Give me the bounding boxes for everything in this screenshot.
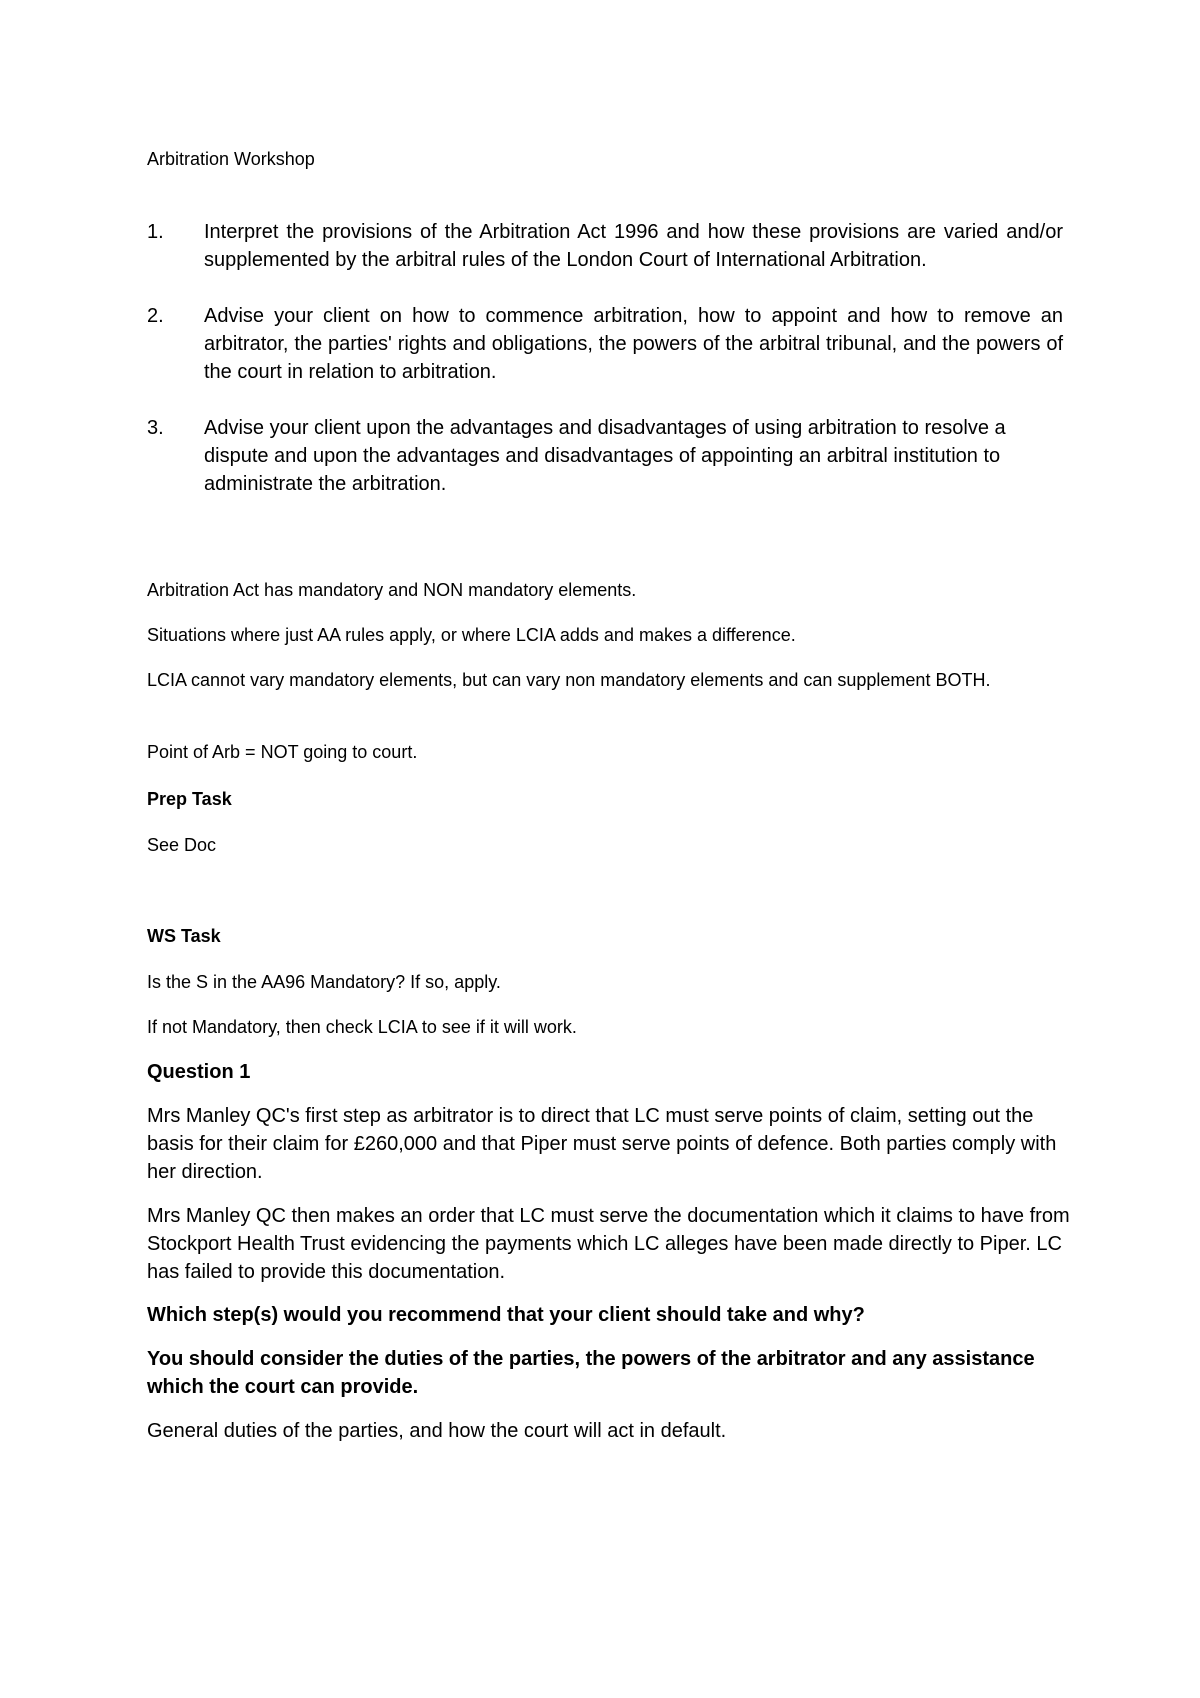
prep-task-text: See Doc	[147, 835, 217, 855]
prep-task-heading: Prep Task	[147, 789, 232, 809]
ws-task-heading: WS Task	[147, 926, 221, 946]
list-item	[147, 218, 1063, 274]
objectives-list	[147, 218, 1063, 498]
question-prompt-1: Which step(s) would you recommend that your client should take and why?	[147, 1304, 865, 1326]
list-number: 3.	[147, 417, 164, 439]
question-paragraph-1: Mrs Manley QC's first step as arbitrator is to direct that LC must serve points of claim, setting out the basis for their claim for £260,000 and that Piper must serve points of defence. Both parties comply with her direction.	[147, 1105, 1057, 1183]
list-text: Advise your client upon the advantages and disadvantages of using arbitration to resolve a dispute and upon the advantages and disadvantages of appointing an arbitral institution to administrate the arbitration.	[204, 417, 1006, 495]
answer-text: General duties of the parties, and how the court will act in default.	[147, 1420, 727, 1442]
list-text: Advise your client on how to commence arbitration, how to appoint and how to remove an arbitrator, the parties' rights and obligations, the powers of the arbitral tribunal, and the powers of the court in relation to arbitration.	[204, 305, 1063, 383]
ws-task-line-1: Is the S in the AA96 Mandatory? If so, apply.	[147, 972, 501, 992]
list-item	[147, 302, 1063, 386]
question-paragraph-2: Mrs Manley QC then makes an order that LC must serve the documentation which it claims to have from Stockport Health Trust evidencing the payments which LC alleges have been made directly to Piper. LC has failed to provide this documentation.	[147, 1205, 1070, 1283]
note-lcia-vary: LCIA cannot vary mandatory elements, but can vary non mandatory elements and can supplement BOTH.	[147, 670, 991, 690]
note-situations: Situations where just AA rules apply, or where LCIA adds and makes a difference.	[147, 625, 796, 645]
list-number: 2.	[147, 305, 164, 327]
list-number: 1.	[147, 221, 164, 243]
list-text: Interpret the provisions of the Arbitration Act 1996 and how these provisions are varied and/or supplemented by the arbitral rules of the London Court of International Arbitration.	[204, 221, 1063, 271]
note-point-of-arb: Point of Arb = NOT going to court.	[147, 742, 418, 762]
question-prompt-2: You should consider the duties of the parties, the powers of the arbitrator and any assistance which the court can provide.	[147, 1348, 1035, 1398]
list-item	[147, 414, 1063, 498]
question-heading: Question 1	[147, 1061, 251, 1083]
note-mandatory-elements: Arbitration Act has mandatory and NON mandatory elements.	[147, 580, 637, 600]
ws-task-line-2: If not Mandatory, then check LCIA to see if it will work.	[147, 1017, 577, 1037]
document-title: Arbitration Workshop	[147, 149, 315, 169]
